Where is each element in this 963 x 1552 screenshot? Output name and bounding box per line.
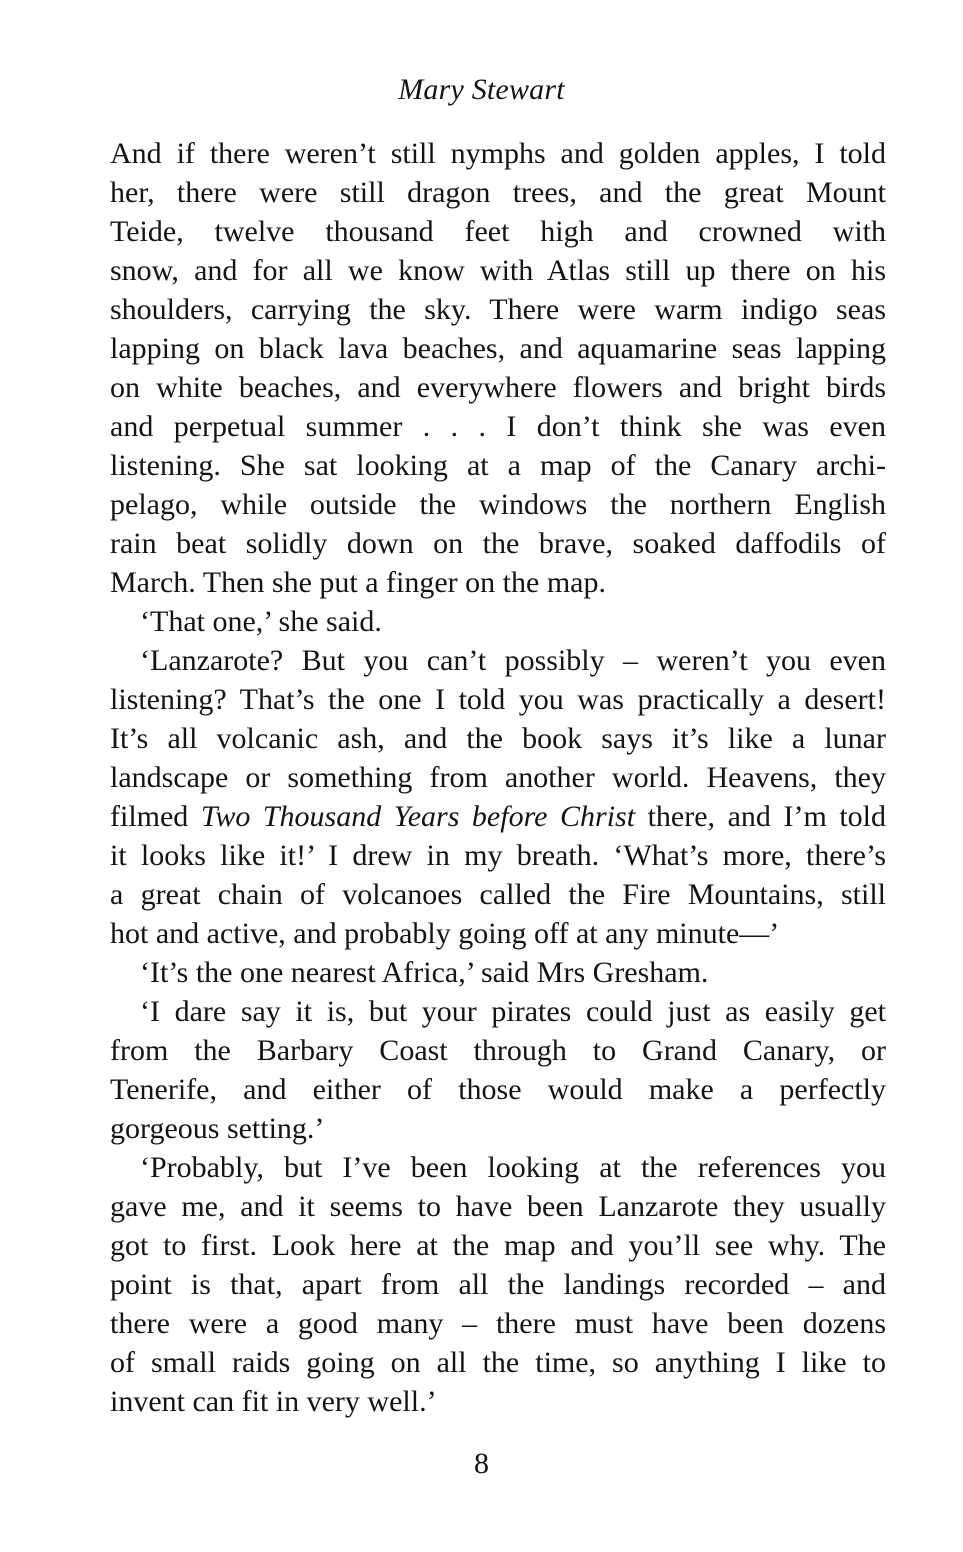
text-line: ‘I dare say it is, but your pirates could just as easily get: [140, 995, 886, 1028]
text-line: ‘Probably, but I’ve been looking at the references you: [140, 1151, 886, 1184]
text-line: invent can fit in very well.’: [110, 1385, 437, 1418]
film-title: Two Thousand Years before Christ: [200, 800, 636, 833]
text-line: a great chain of volcanoes called the Fire Mountains, still: [110, 878, 886, 911]
text-line: landscape or something from another world. Heavens, they: [110, 761, 886, 794]
body-text: [110, 134, 886, 1421]
text-line: point is that, apart from all the landings recorded – and: [110, 1268, 886, 1301]
text-line: March. Then she put a finger on the map.: [110, 566, 606, 599]
text-line: and perpetual summer . . . I don’t think she was even: [110, 410, 886, 443]
text-line: And if there weren’t still nymphs and golden apples, I told: [110, 137, 886, 170]
text-line-with-title: [110, 797, 886, 836]
text-line: Tenerife, and either of those would make a perfectly: [110, 1073, 886, 1106]
page-number: 8: [474, 1447, 489, 1480]
text-line: gave me, and it seems to have been Lanzarote they usually: [110, 1190, 886, 1223]
text-line: gorgeous setting.’: [110, 1112, 325, 1145]
text-line: ‘Lanzarote? But you can’t possibly – weren’t you even: [140, 644, 886, 677]
text-line: Teide, twelve thousand feet high and crowned with: [110, 215, 886, 248]
running-head-author: Mary Stewart: [398, 73, 565, 106]
text-line: on white beaches, and everywhere flowers and bright birds: [110, 371, 886, 404]
text-line: of small raids going on all the time, so anything I like to: [110, 1346, 886, 1379]
text-line: pelago, while outside the windows the northern English: [110, 488, 886, 521]
text-line: hot and active, and probably going off at any minute—’: [110, 917, 780, 950]
text-line: ‘It’s the one nearest Africa,’ said Mrs Gresham.: [140, 956, 709, 989]
text-line: shoulders, carrying the sky. There were warm indigo seas: [110, 293, 886, 326]
text-line: got to first. Look here at the map and you’ll see why. The: [110, 1229, 886, 1262]
text-line: It’s all volcanic ash, and the book says it’s like a lunar: [110, 722, 886, 755]
text-line: snow, and for all we know with Atlas still up there on his: [110, 254, 886, 287]
text-segment: there, and I’m told: [635, 800, 886, 833]
text-line: there were a good many – there must have been dozens: [110, 1307, 886, 1340]
text-line: ‘That one,’ she said.: [140, 605, 382, 638]
text-line: lapping on black lava beaches, and aquamarine seas lapping: [110, 332, 886, 365]
text-line: it looks like it!’ I drew in my breath. ‘What’s more, there’s: [110, 839, 886, 872]
text-line: her, there were still dragon trees, and the great Mount: [110, 176, 886, 209]
text-line: from the Barbary Coast through to Grand Canary, or: [110, 1034, 886, 1067]
text-segment: filmed: [110, 800, 201, 833]
text-line: listening. She sat looking at a map of the Canary archi-: [110, 449, 886, 482]
text-line: rain beat solidly down on the brave, soaked daffodils of: [110, 527, 886, 560]
text-line: listening? That’s the one I told you was practically a desert!: [110, 683, 886, 716]
